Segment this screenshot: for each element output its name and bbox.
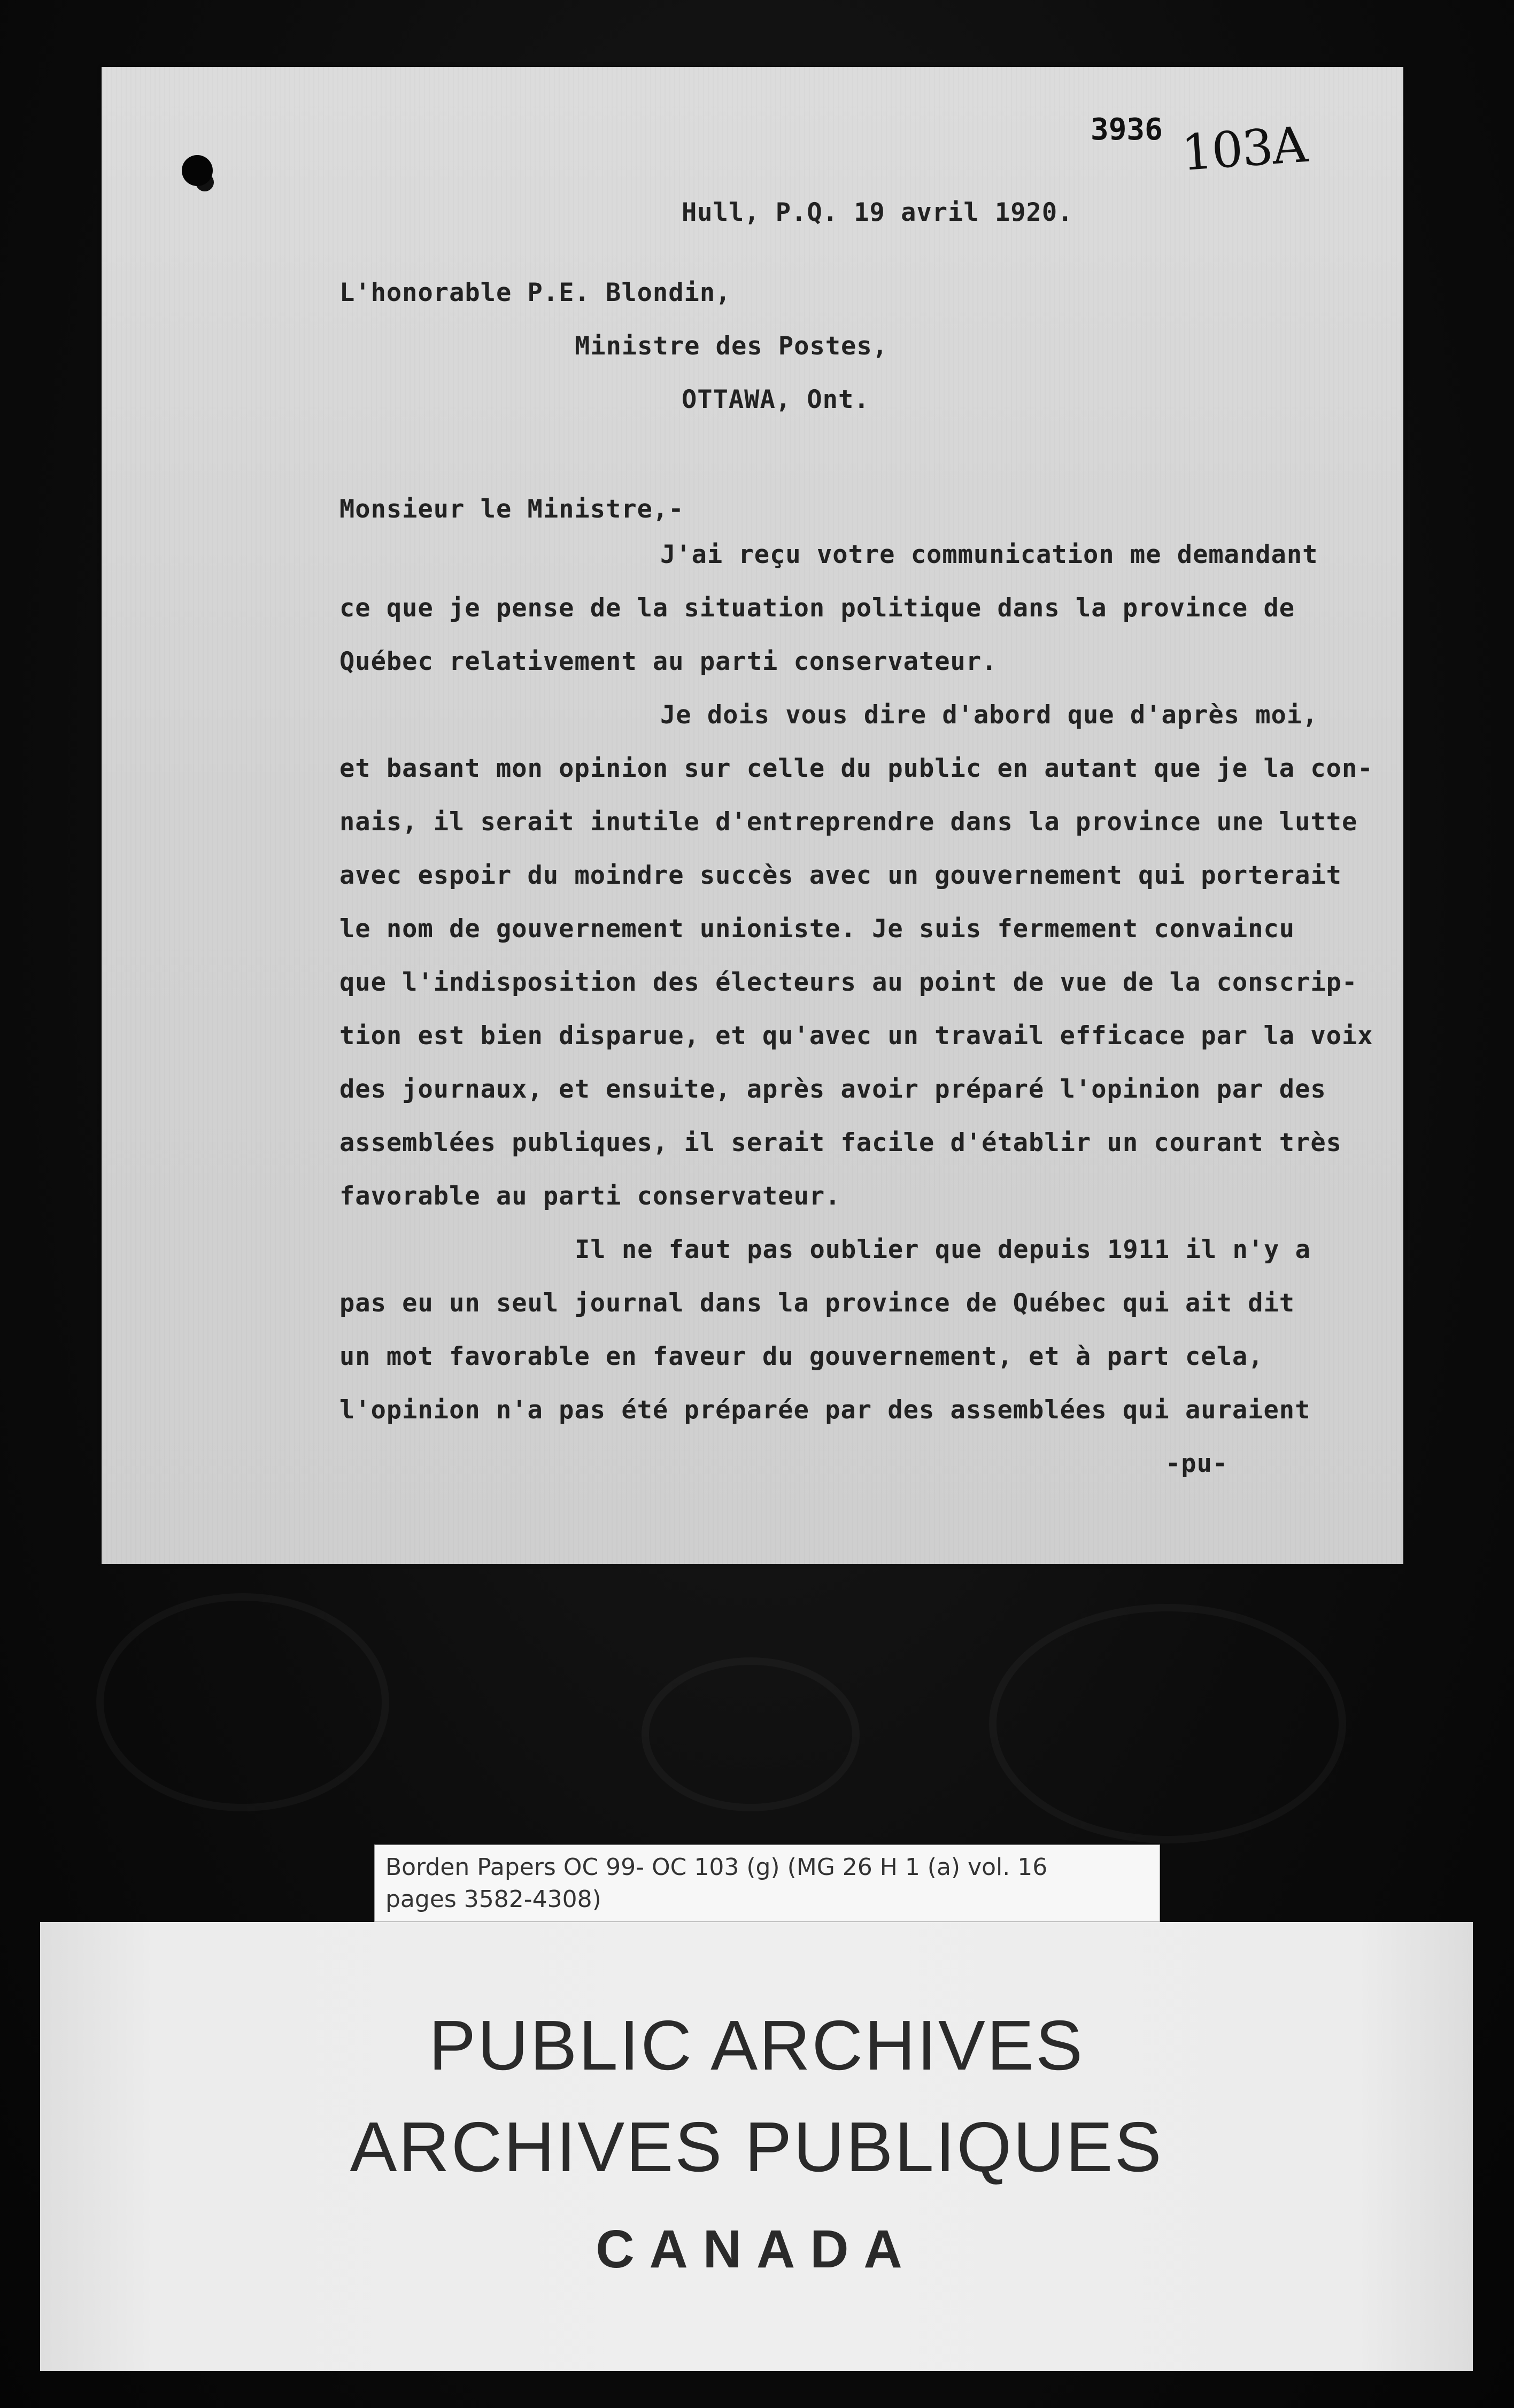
handwritten-reference: 103A [1179, 115, 1309, 182]
letter-line: J'ai reçu votre communication me demandant [660, 540, 1318, 569]
background-texture [989, 1604, 1346, 1843]
archives-title-english: PUBLIC ARCHIVES [428, 2006, 1085, 2085]
letter-line: et basant mon opinion sur celle du public en autant que je la con- [339, 754, 1373, 783]
archives-title-french: ARCHIVES PUBLIQUES [350, 2108, 1163, 2186]
letter-line: des journaux, et ensuite, après avoir préparé l'opinion par des [339, 1075, 1326, 1104]
letter-line: OTTAWA, Ont. [682, 385, 870, 414]
archives-card [40, 1922, 1473, 2371]
letter-line: que l'indisposition des électeurs au point de vue de la conscrip- [339, 968, 1358, 997]
reference-line: Borden Papers OC 99- OC 103 (g) (MG 26 H 1 (a) vol. 16 [385, 1854, 1048, 1881]
letter-line: Je dois vous dire d'abord que d'après moi, [660, 700, 1318, 730]
letter-line: Ministre des Postes, [575, 331, 888, 361]
letter-line: un mot favorable en faveur du gouvernement, et à part cela, [339, 1342, 1264, 1371]
letter-line: avec espoir du moindre succès avec un gouvernement qui porterait [339, 861, 1342, 890]
letter-line: l'opinion n'a pas été préparée par des assemblées qui auraient [339, 1395, 1311, 1425]
letter-line: L'honorable P.E. Blondin, [339, 278, 731, 307]
reference-label [374, 1844, 1160, 1922]
archives-country: CANADA [596, 2219, 917, 2279]
letter-line: Monsieur le Ministre,- [339, 495, 684, 524]
letter-line: Hull, P.Q. 19 avril 1920. [682, 198, 1073, 227]
letter-page-continuation: -pu- [1165, 1449, 1229, 1478]
letter-line: Il ne faut pas oublier que depuis 1911 il n'y a [575, 1235, 1311, 1264]
reference-line: pages 3582-4308) [385, 1886, 601, 1913]
page-stamp-number: 3936 [1091, 112, 1163, 147]
letter-page [102, 67, 1403, 1564]
letter-line: Québec relativement au parti conservateur. [339, 647, 998, 676]
letter-line: nais, il serait inutile d'entreprendre dans la province une lutte [339, 807, 1358, 837]
letter-line: pas eu un seul journal dans la province de Québec qui ait dit [339, 1288, 1295, 1318]
background-texture [96, 1593, 389, 1811]
punch-hole [182, 155, 213, 186]
letter-line: le nom de gouvernement unioniste. Je suis fermement convaincu [339, 914, 1295, 944]
letter-line: assemblées publiques, il serait facile d'établir un courant très [339, 1128, 1342, 1157]
letter-line: favorable au parti conservateur. [339, 1182, 841, 1211]
letter-line: ce que je pense de la situation politique dans la province de [339, 593, 1295, 623]
background-texture [642, 1657, 860, 1811]
letter-line: tion est bien disparue, et qu'avec un travail efficace par la voix [339, 1021, 1373, 1051]
